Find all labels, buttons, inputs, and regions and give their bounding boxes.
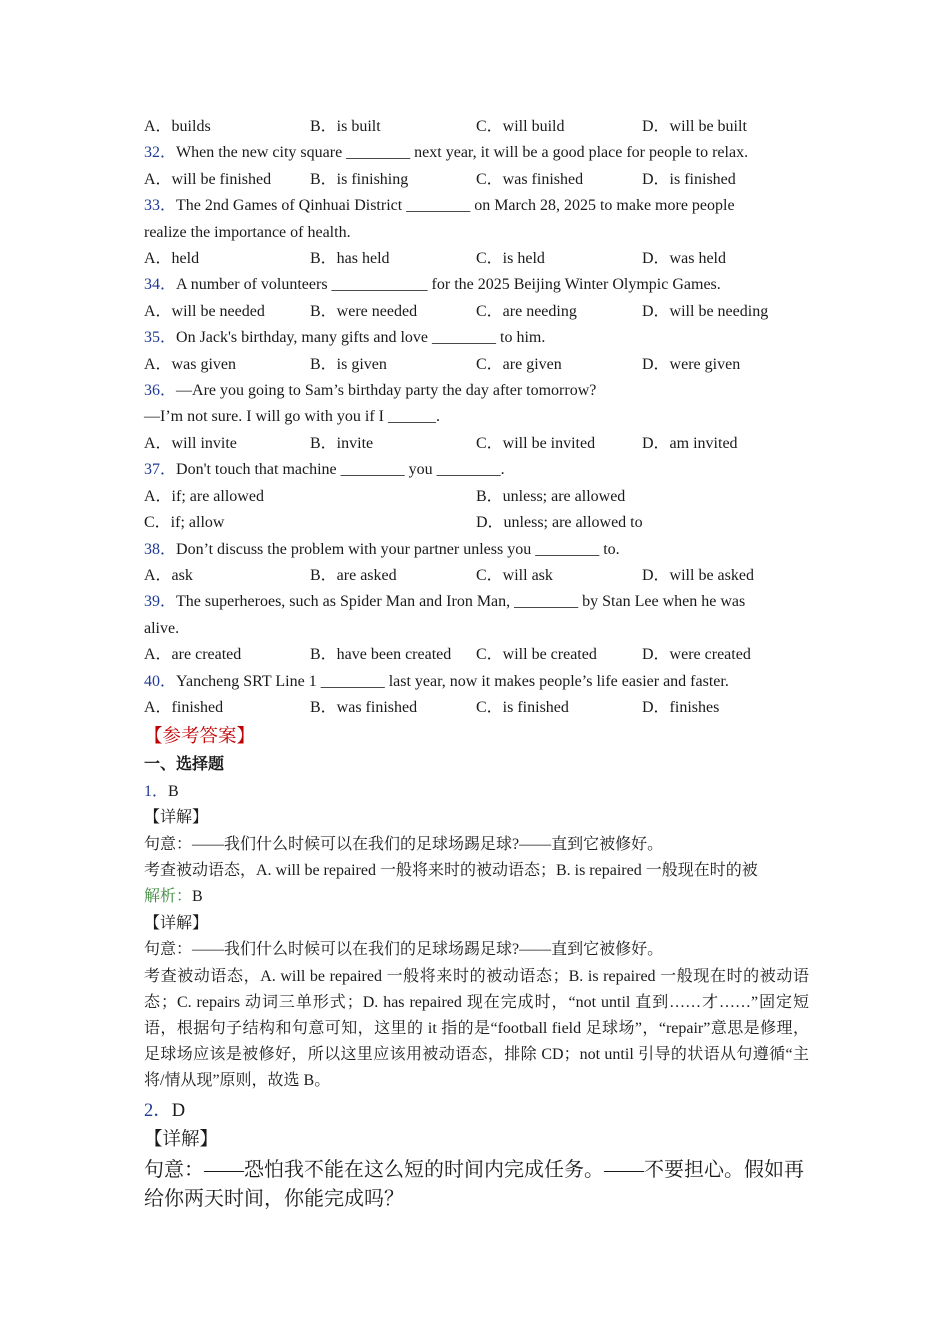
- option-b: B．were needed: [310, 302, 418, 320]
- sentence-meaning: 句意：——我们什么时候可以在我们的足球场踢足球?——直到它被修好。: [144, 835, 664, 853]
- option-c: C．will be invited: [476, 434, 596, 452]
- option-a: A．ask: [144, 566, 193, 584]
- answer-number: 1．: [144, 782, 169, 800]
- option-a: A．are created: [144, 646, 242, 664]
- q31-options: [144, 114, 809, 140]
- q39-options: [144, 642, 809, 668]
- question-number: 37．: [144, 461, 177, 479]
- question-text: Don’t discuss the problem with your partner unless you ________ to.: [176, 540, 620, 558]
- option-a: A．will be needed: [144, 302, 265, 320]
- option-b: B．have been created: [310, 646, 452, 664]
- option-b: B．unless; are allowed: [476, 487, 626, 505]
- analysis-line: [144, 884, 809, 910]
- answer-value: D: [171, 1100, 186, 1121]
- option-c: C．is finished: [476, 698, 569, 716]
- option-b: B．is finishing: [310, 170, 409, 188]
- question-text: Yancheng SRT Line 1 ________ last year, now it makes people’s life easier and faster.: [176, 672, 729, 690]
- document-content: [144, 114, 809, 1214]
- answer-1: [144, 779, 809, 805]
- answer-2: [144, 1097, 809, 1127]
- question-text: —Are you going to Sam’s birthday party the day after tomorrow?: [176, 382, 597, 400]
- q37-options-row-1: [144, 484, 809, 510]
- option-d: D．will be built: [642, 118, 747, 135]
- analysis-value: B: [192, 888, 203, 906]
- question-number: 38．: [144, 540, 177, 558]
- option-b: B．is given: [310, 355, 387, 373]
- question-35: [144, 325, 809, 351]
- option-d: D．were given: [642, 355, 741, 373]
- question-38: [144, 537, 809, 563]
- detail-label: 【详解】: [144, 809, 209, 827]
- option-a: A．was given: [144, 355, 236, 373]
- option-b: B．is built: [310, 118, 381, 135]
- question-number: 34．: [144, 276, 177, 294]
- answer-heading: 【参考答案】: [144, 727, 256, 748]
- option-a: A．will be finished: [144, 170, 272, 188]
- question-32: [144, 140, 809, 166]
- explanation-paragraph: 考查被动语态，A. will be repaired 一般将来时的被动语态；B. is repaired 一般现在时的被动语态；C. repairs 动词三单形式；D. has repaired 现在完成时，“not until 直到……才……”固定短语，根据句子结构和句意可知，这里的 it 指的是“football field 足球场”，“repair”意思是修理，足球场应该是被修好，所以这里应该用被动语态，排除 CD；not until 引导的状语从句遵循“主将/情从现”原则，故选 B。: [144, 967, 809, 1090]
- question-36: [144, 378, 809, 404]
- option-d: D．will be needing: [642, 302, 769, 320]
- answer-value: B: [168, 782, 179, 800]
- q34-options: [144, 299, 809, 325]
- section-title: 一、选择题: [144, 756, 225, 774]
- q35-options: [144, 352, 809, 378]
- option-b: B．has held: [310, 250, 390, 268]
- question-33: [144, 193, 809, 219]
- question-36-reply: —I’m not sure. I will go with you if I ______.: [144, 408, 440, 426]
- q40-options: [144, 695, 809, 721]
- q33-options: [144, 246, 809, 272]
- option-d: D．am invited: [642, 434, 738, 452]
- option-b: B．invite: [310, 434, 374, 452]
- detail-label: 【详解】: [144, 1130, 219, 1151]
- option-c: C．will ask: [476, 566, 553, 584]
- q37-options-row-2: [144, 510, 809, 536]
- question-33-continued: realize the importance of health.: [144, 223, 351, 241]
- q32-options: [144, 167, 809, 193]
- sentence-meaning: 句意：——恐怕我不能在这么短的时间内完成任务。——不要担心。假如再给你两天时间，你能完成吗？: [144, 1158, 804, 1210]
- question-number: 36．: [144, 382, 177, 400]
- question-number: 32．: [144, 144, 177, 162]
- question-text: The 2nd Games of Qinhuai District ________ on March 28, 2025 to make more people: [176, 197, 735, 215]
- option-c: C．will build: [476, 118, 565, 135]
- option-c: C．are needing: [476, 302, 577, 320]
- question-37: [144, 457, 809, 483]
- option-d: D．unless; are allowed to: [476, 514, 643, 532]
- question-number: 39．: [144, 593, 177, 611]
- option-a: A．will invite: [144, 434, 237, 452]
- option-a: A．held: [144, 250, 200, 268]
- question-39-continued: alive.: [144, 619, 180, 637]
- option-c: C．are given: [476, 355, 562, 373]
- question-text: The superheroes, such as Spider Man and Iron Man, ________ by Stan Lee when he was: [176, 593, 746, 611]
- question-text: A number of volunteers ____________ for the 2025 Beijing Winter Olympic Games.: [176, 276, 721, 294]
- option-d: D．was held: [642, 250, 726, 268]
- question-39: [144, 589, 809, 615]
- question-text: Don't touch that machine ________ you ________.: [176, 461, 505, 479]
- option-d: D．finishes: [642, 698, 720, 716]
- option-d: D．is finished: [642, 170, 736, 188]
- question-number: 33．: [144, 197, 177, 215]
- question-number: 40．: [144, 672, 177, 690]
- option-c: C．if; allow: [144, 514, 225, 532]
- option-c: C．will be created: [476, 646, 597, 664]
- option-c: C．was finished: [476, 170, 584, 188]
- option-c: C．is held: [476, 250, 545, 268]
- option-b: B．was finished: [310, 698, 418, 716]
- question-text: On Jack's birthday, many gifts and love ________ to him.: [176, 329, 546, 347]
- option-a: A．if; are allowed: [144, 487, 264, 505]
- detail-label: 【详解】: [144, 914, 209, 932]
- option-d: D．were created: [642, 646, 751, 664]
- sentence-meaning: 句意：——我们什么时候可以在我们的足球场踢足球?——直到它被修好。: [144, 941, 664, 959]
- analysis-label: 解析：: [144, 888, 193, 906]
- option-d: D．will be asked: [642, 566, 754, 584]
- q36-options: [144, 431, 809, 457]
- question-34: [144, 272, 809, 298]
- question-40: [144, 669, 809, 695]
- question-number: 35．: [144, 329, 177, 347]
- option-a: A．finished: [144, 698, 224, 716]
- q38-options: [144, 563, 809, 589]
- question-text: When the new city square ________ next year, it will be a good place for people to relax.: [176, 144, 749, 162]
- answer-number: 2．: [144, 1100, 172, 1121]
- option-b: B．are asked: [310, 566, 397, 584]
- option-a: A．builds: [144, 118, 211, 135]
- explanation-partial: 考查被动语态，A. will be repaired 一般将来时的被动语态；B. is repaired 一般现在时的被: [144, 861, 758, 879]
